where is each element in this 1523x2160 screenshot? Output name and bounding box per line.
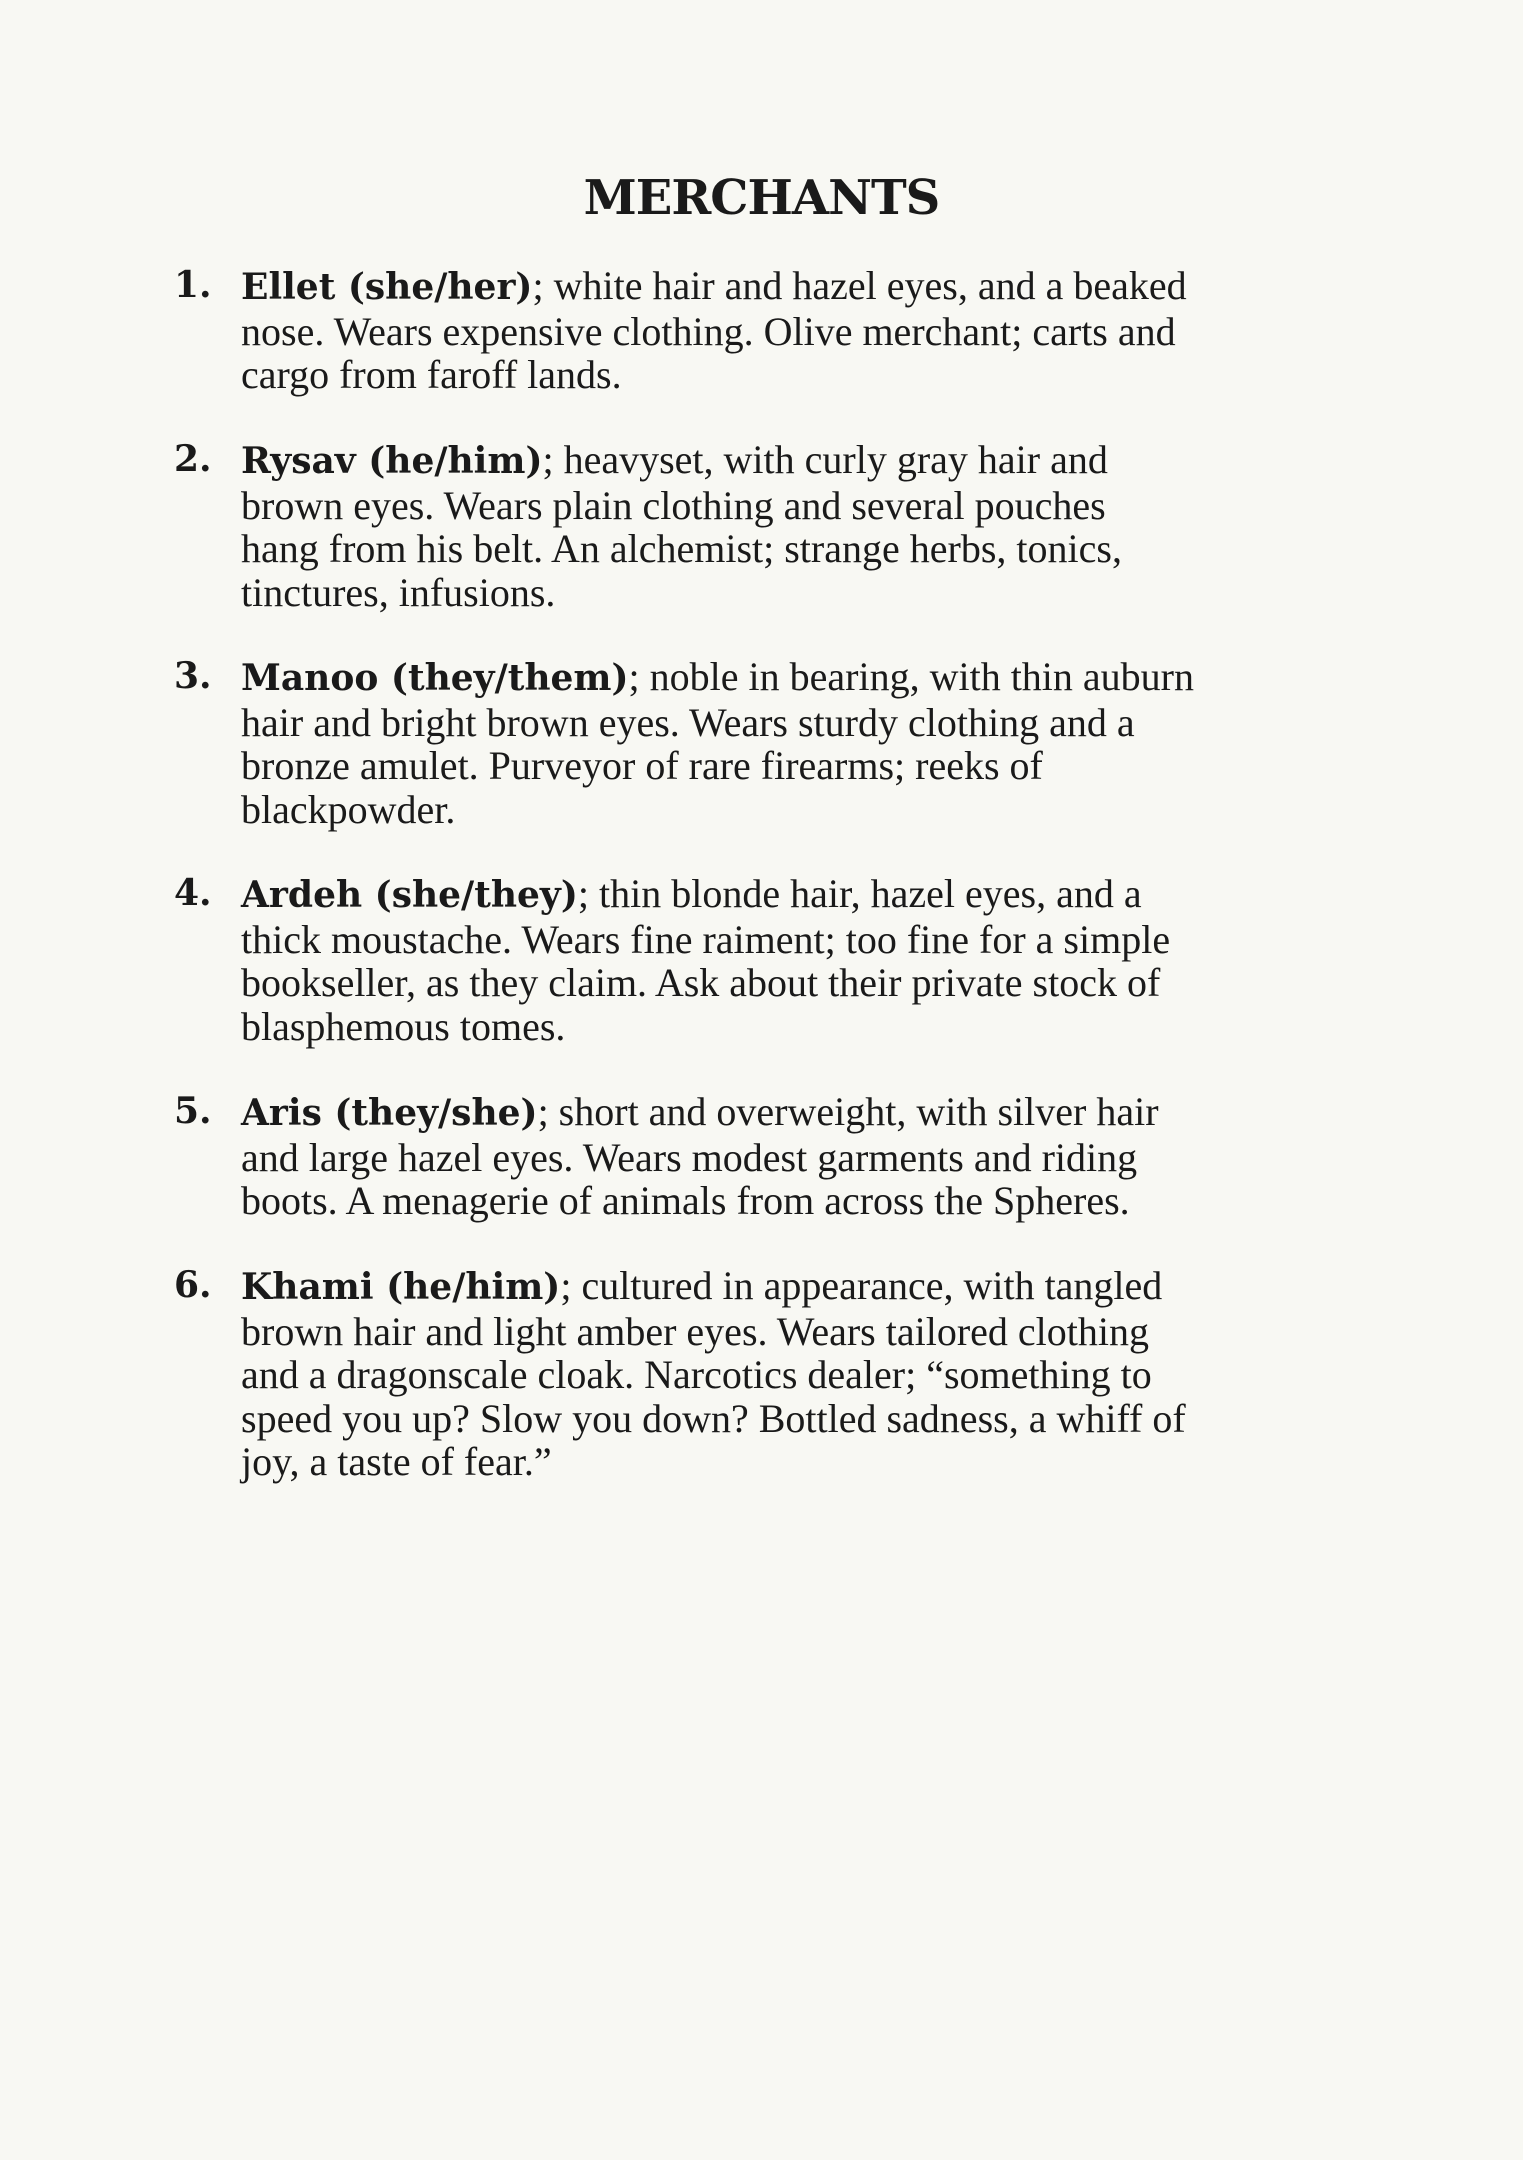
entry-number: 1. [174, 264, 212, 306]
entry-line [241, 264, 1371, 310]
page-title: MERCHANTS [583, 170, 940, 226]
merchant-name: Khami (he/him) [241, 1266, 561, 1308]
entry-description [241, 264, 1371, 397]
entry-line: hang from his belt. An alchemist; strange herbs, tonics, [241, 526, 1122, 571]
entry-line: blackpowder. [241, 786, 456, 832]
entry-line: brown eyes. Wears plain clothing and several pouches [241, 482, 1106, 528]
entry-description [241, 655, 1371, 831]
entry-number: 2. [174, 438, 212, 480]
entry-line: speed you up? Slow you down? Bottled sadness, a whiff of [241, 1395, 1186, 1441]
entry-line: hair and bright brown eyes. Wears sturdy clothing and a [241, 699, 1135, 745]
entry-line: and large hazel eyes. Wears modest garments and riding [241, 1134, 1138, 1180]
entry-description [241, 1264, 1371, 1484]
entry-line: cargo from faroff lands. [241, 352, 622, 397]
entry-line: boots. A menagerie of animals from across the Spheres. [241, 1178, 1130, 1223]
entry-number: 3. [174, 655, 212, 697]
entry-line [241, 438, 1371, 484]
entry-description [241, 1090, 1371, 1223]
entry-text: ; cultured in appearance, with tangled [560, 1263, 1163, 1308]
entry-text: ; heavyset, with curly gray hair and [542, 437, 1108, 482]
merchant-name: Ardeh (she/they) [241, 874, 578, 916]
merchant-name: Ellet (she/her) [241, 266, 533, 308]
merchant-name: Rysav (he/him) [241, 440, 543, 482]
entry-line: thick moustache. Wears fine raiment; too fine for a simple [241, 916, 1171, 962]
entry-line: tinctures, infusions. [241, 569, 556, 615]
entry-line: bookseller, as they claim. Ask about their private stock of [241, 960, 1161, 1005]
entry-description [241, 438, 1371, 614]
entry-line [241, 1264, 1371, 1310]
entry-line: nose. Wears expensive clothing. Olive merchant; carts and [241, 308, 1176, 354]
entry-number: 5. [174, 1090, 212, 1132]
entry-text: ; thin blonde hair, hazel eyes, and a [577, 871, 1142, 916]
merchant-name: Aris (they/she) [241, 1092, 538, 1134]
entry-line [241, 655, 1371, 701]
entry-line: blasphemous tomes. [241, 1003, 566, 1049]
entry-line: joy, a taste of fear.” [241, 1439, 552, 1484]
entry-line: bronze amulet. Purveyor of rare firearms; reeks of [241, 743, 1043, 788]
entry-line: and a dragonscale cloak. Narcotics dealer; “something to [241, 1352, 1152, 1397]
entry-text: ; white hair and hazel eyes, and a beaked [532, 263, 1187, 308]
entry-number: 4. [174, 872, 212, 914]
entry-line: brown hair and light amber eyes. Wears tailored clothing [241, 1308, 1149, 1354]
entry-text: ; short and overweight, with silver hair [537, 1089, 1159, 1134]
entry-line [241, 1090, 1371, 1136]
entry-line [241, 872, 1371, 918]
entry-text: ; noble in bearing, with thin auburn [628, 654, 1194, 699]
merchant-name: Manoo (they/them) [241, 657, 629, 699]
entry-number: 6. [174, 1264, 212, 1306]
entry-description [241, 872, 1371, 1048]
